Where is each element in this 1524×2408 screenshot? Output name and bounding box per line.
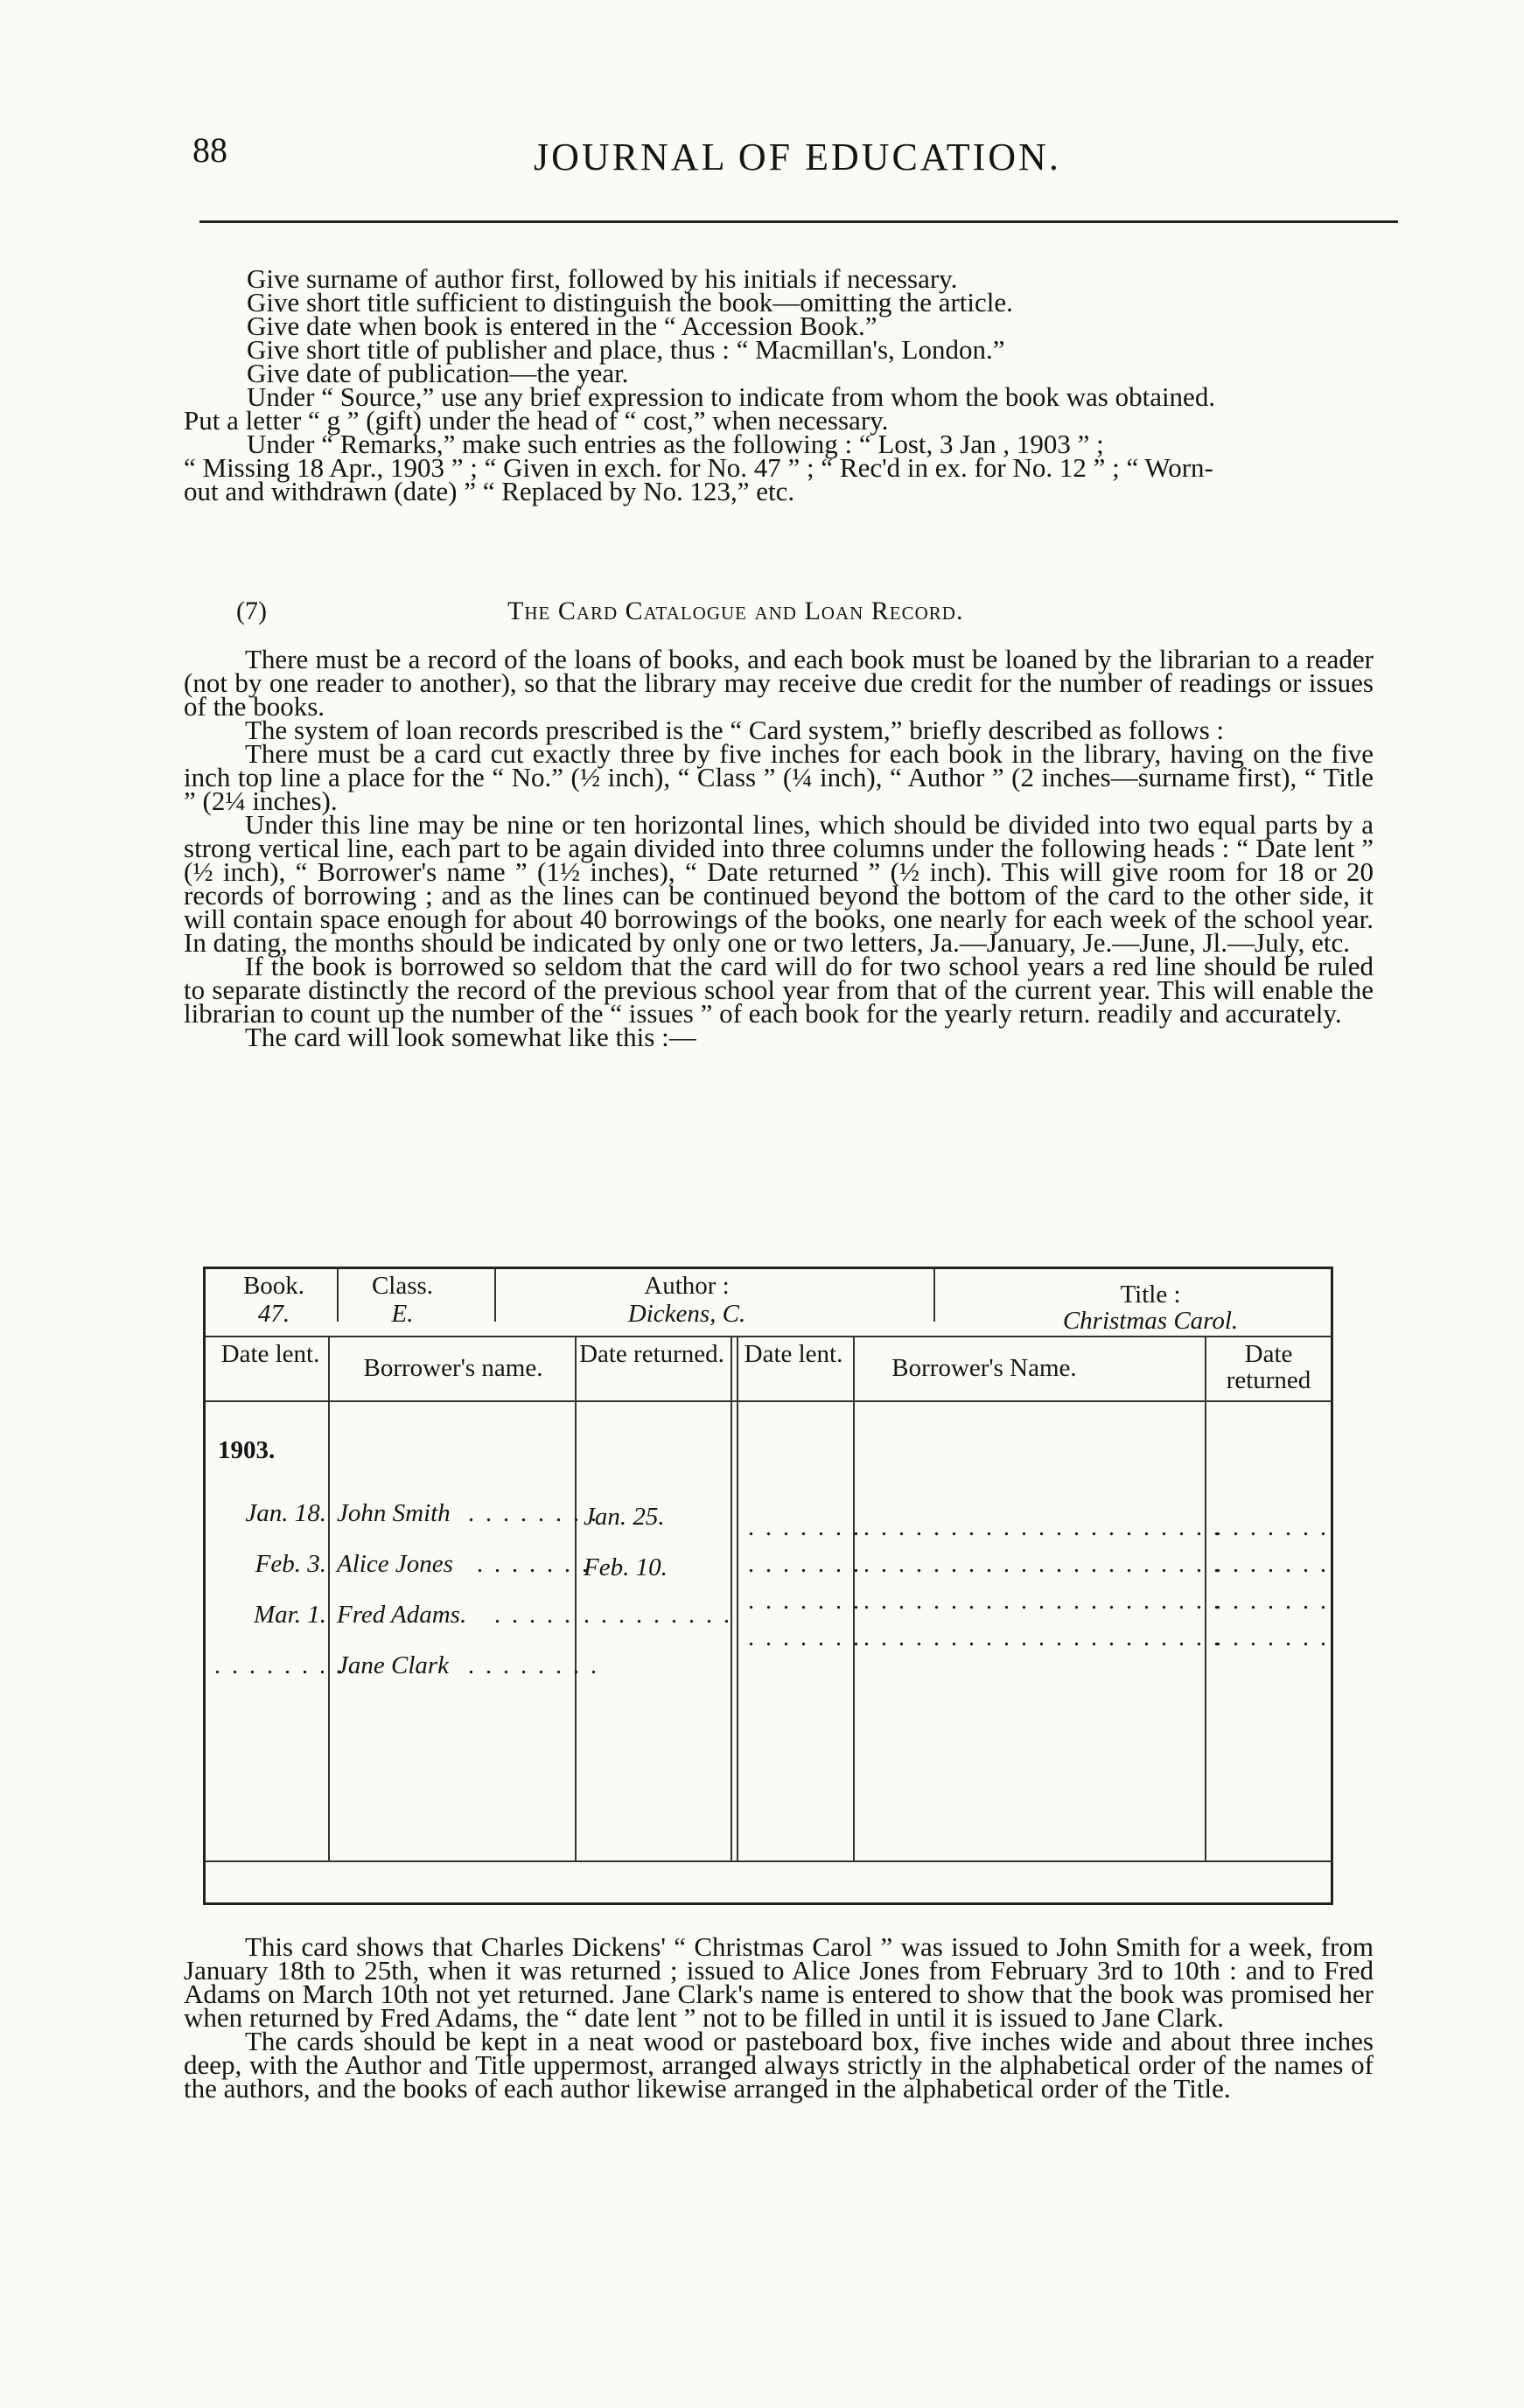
book-label: Book. [242, 1272, 305, 1300]
section-title: The Card Catalogue and Loan Record. [507, 597, 964, 625]
card-bottom-rule [206, 1860, 1332, 1862]
cataloguing-instructions [184, 263, 1374, 506]
center-line [737, 1336, 738, 1860]
row-date-returned: Jan. 25. [584, 1503, 665, 1531]
author-label: Author : [644, 1272, 730, 1300]
divider [337, 1269, 339, 1322]
row-borrower: Fred Adams. [337, 1601, 467, 1629]
row-date-lent: Feb. 3. [255, 1550, 326, 1578]
book-value: 47. [257, 1300, 290, 1328]
author-value: Dickens, C. [627, 1300, 746, 1328]
leader-dots: . . . . . . . . . . . . . . . . . . . . . [863, 1514, 1222, 1541]
year-label: 1903. [218, 1436, 276, 1464]
leader-dots: . . . . . . . [748, 1551, 862, 1578]
title-value: Christmas Carol. [1062, 1307, 1239, 1335]
row-date-lent: Jan. 18. [245, 1499, 326, 1527]
instruction-line: Give short title of publisher and place, thus : “ Macmillan's, London.” [247, 334, 1005, 365]
row-date-returned: Feb. 10. [584, 1553, 668, 1581]
paragraph: If the book is borrowed so seldom that the card will do for two school years a red line should be ruled to separate distinctly the record of the previous school year from that of the current year. This will enable the librarian to count up the number of the “ issues ” of each book for the yearly return. readily and accurately. [184, 951, 1374, 1029]
row-borrower: John Smith [337, 1499, 451, 1527]
leader-dots: . . . . . . . . [468, 1500, 599, 1527]
header-rule [199, 220, 1398, 223]
row-borrower: Alice Jones [337, 1550, 453, 1578]
instruction-line: Under “ Source,” use any brief expression to indicate from whom the book was obtained. [247, 381, 1216, 412]
leader-dots: . . . . . . . [1215, 1514, 1329, 1541]
instruction-line: Give date of publication—the year. [247, 358, 629, 388]
col-borrower: Borrower's name. [363, 1354, 543, 1382]
instruction-line: Give date when book is entered in the “ Accession Book.” [247, 311, 877, 341]
column-line [575, 1336, 577, 1860]
col-date-returned-2: Date returned [1226, 1340, 1311, 1394]
leader-dots: . . . . . . . . [468, 1652, 599, 1679]
sample-catalogue-card [203, 1267, 1333, 1905]
col-borrower-2: Borrower's Name. [891, 1354, 1077, 1382]
leader-dots: . . . . . . . [477, 1551, 591, 1578]
leader-dots: . . . . . . . [748, 1588, 862, 1615]
header-rule [206, 1336, 1332, 1337]
column-line [328, 1336, 330, 1860]
col-date-returned: Date returned. [579, 1340, 724, 1368]
title-label: Title : [1120, 1281, 1181, 1309]
col-date-lent-2: Date lent. [744, 1340, 843, 1368]
instruction-line: Give surname of author first, followed by his initials if necessary. [247, 263, 958, 294]
col-date-lent: Date lent. [220, 1340, 320, 1368]
leader-dots: . . . . . . . [1215, 1624, 1329, 1651]
instruction-line: Under “ Remarks,” make such entries as the following : “ Lost, 3 Jan , 1903 ” ; [247, 429, 1104, 459]
paragraph: Under this line may be nine or ten horizontal lines, which should be divided into two equal parts by a strong vertical line, each part to be again divided into three columns under the following heads : “ Date lent ” (½ inch), “ Borrower's name ” (1½ inches), “ Date returned ” (½ inch). This will give room for 18 or 20 records of borrowing ; and as the lines can be continued beyond the bottom of the card to the other side, it will contain space enough for about 40 borrowings of the books, one nearly for each week of the school year. In dating, the months should be indicated by only one or two letters, Ja.—January, Je.—June, Jl.—July, etc. [184, 809, 1374, 958]
divider [494, 1269, 496, 1322]
leader-dots: . . . . . . . [1215, 1551, 1329, 1578]
journal-title: JOURNAL OF EDUCATION. [534, 136, 1061, 178]
paragraph: The card will look somewhat like this :— [245, 1022, 696, 1052]
page-header [0, 129, 1524, 199]
leader-dots: . . . . . . . . . . . . . . . . . . . . . [863, 1588, 1222, 1615]
row-date-lent: Mar. 1. [254, 1601, 326, 1629]
loan-record-text [184, 644, 1374, 1052]
leader-dots: . . . . . . . [748, 1514, 862, 1541]
paragraph: There must be a record of the loans of books, and each book must be loaned by the librarian to a reader (not by one reader to another), so that the library may receive due credit for the number of readings or issues of the books. [184, 644, 1374, 722]
paragraph: The cards should be kept in a neat wood or pasteboard box, five inches wide and about three inches deep, with the Author and Title uppermost, arranged always strictly in the alphabetical order of the names of the authors, and the books of each author likewise arranged in the alphabetical order of the Title. [184, 2026, 1374, 2104]
instruction-line: Put a letter “ g ” (gift) under the head of “ cost,” when necessary. [184, 405, 889, 436]
row-borrower: Jane Clark [337, 1651, 450, 1679]
instruction-line: Give short title sufficient to distinguish the book—omitting the article. [247, 287, 1013, 318]
paragraph: There must be a card cut exactly three by five inches for each book in the library, having on the five inch top line a place for the “ No.” (½ inch), “ Class ” (¼ inch), “ Author ” (2 inches—surname first), “ Title ” (2¼ inches). [184, 738, 1374, 816]
leader-dots: . . . . . . . . . [584, 1602, 732, 1629]
paragraph: The system of loan records prescribed is the “ Card system,” briefly described as follows : [245, 715, 1225, 745]
divider [933, 1269, 935, 1322]
class-label: Class. [371, 1272, 434, 1300]
leader-dots: . . . . . . . . . . . . . . . . . . . . . [863, 1624, 1222, 1651]
section-number: (7) [236, 597, 267, 625]
leader-dots: . . . . . [494, 1602, 573, 1629]
paragraph: This card shows that Charles Dickens' “ Christmas Carol ” was issued to John Smith for a week, from January 18th to 25th, when it was returned ; issued to Alice Jones from February 3rd to 10th : and to Fred Adams on March 10th not yet returned. Jane Clark's name is entered to show that the book was promised her when returned by Fred Adams, the “ date lent ” not to be filled in until it is issued to Jane Clark. [184, 1931, 1374, 2033]
card-explanation-text [184, 1931, 1374, 2104]
leader-dots: . . . . . . . [1215, 1588, 1329, 1615]
instruction-line: out and withdrawn (date) ” “ Replaced by No. 123,” etc. [184, 476, 795, 506]
center-line [731, 1336, 732, 1860]
page-number: 88 [192, 130, 227, 170]
column-head-rule [206, 1400, 1332, 1402]
leader-dots: . . . . . . . . . . . . . . . . . . . . . [863, 1551, 1222, 1578]
class-value: E. [391, 1300, 414, 1328]
leader-dots: . . . . . . . . [214, 1652, 346, 1679]
instruction-line: “ Missing 18 Apr., 1903 ” ; “ Given in exch. for No. 47 ” ; “ Rec'd in ex. for No. 12 ” ; “ Worn- [184, 452, 1213, 483]
leader-dots: . . . . . . . [748, 1624, 862, 1651]
